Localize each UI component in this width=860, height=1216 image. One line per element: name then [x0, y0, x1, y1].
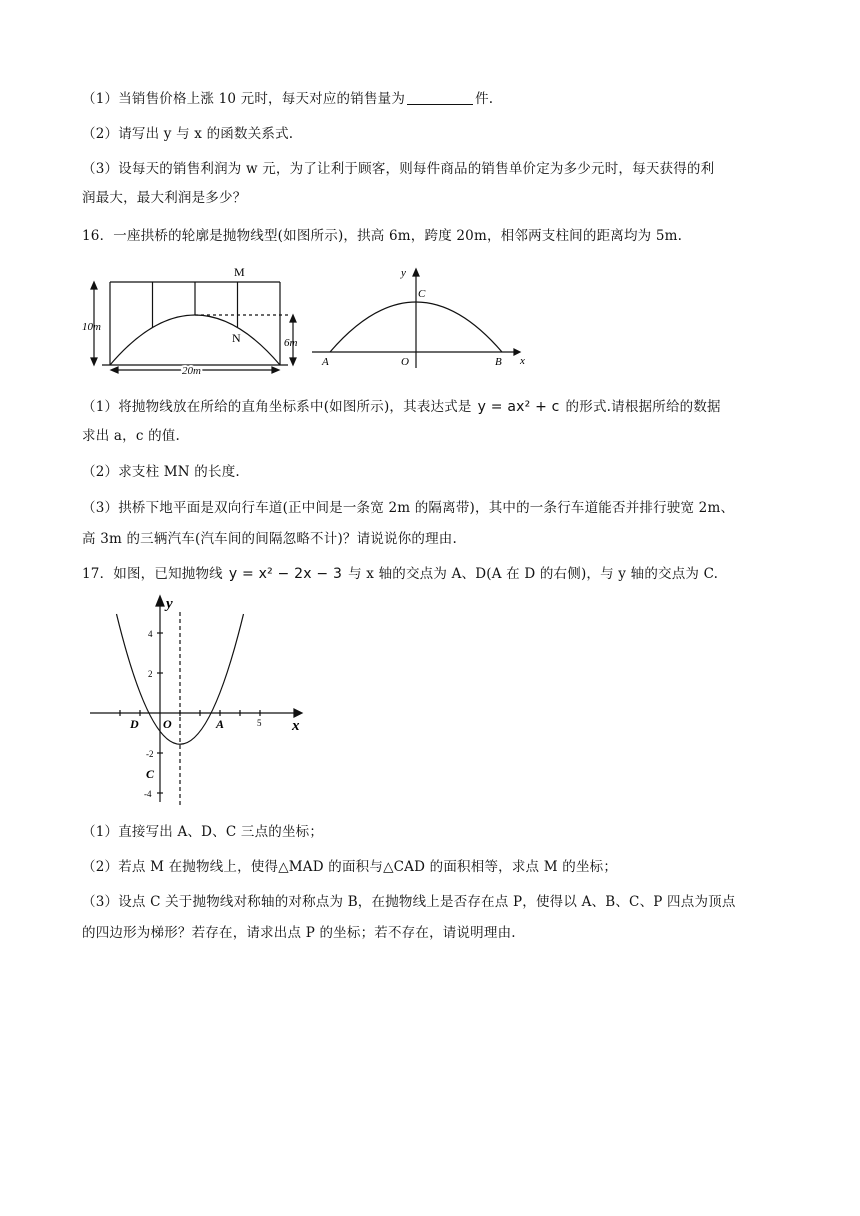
label-A: A	[322, 356, 329, 368]
q16-part1-text: （1）将抛物线放在所给的直角坐标系中(如图所示)，其表达式是	[82, 399, 472, 415]
tick-4: 4	[148, 629, 153, 639]
q16-stem: 16．一座拱桥的轮廓是抛物线型(如图所示)，拱高 6m，跨度 20m，相邻两支柱间的距离均为 5m.	[82, 228, 683, 244]
label-y-axis: y	[166, 596, 173, 612]
tick-5: 5	[257, 718, 262, 728]
label-O: O	[163, 717, 172, 731]
label-C: C	[418, 288, 426, 300]
q16-part3-line2: 高 3m 的三辆汽车(汽车间的间隔忽略不计)？请说说你的理由.	[82, 531, 457, 547]
q17-part2: （2）若点 M 在抛物线上，使得△MAD 的面积与△CAD 的面积相等，求点 M 的坐标；	[82, 859, 618, 875]
q15-part1-unit: 件.	[475, 91, 494, 107]
q17-stem	[82, 564, 718, 584]
label-B: B	[495, 356, 502, 368]
label-x-axis: x	[292, 718, 300, 734]
q17-part3-line1: （3）设点 C 关于抛物线对称轴的对称点为 B，在抛物线上是否存在点 P，使得以 A、B、C、P 四点为顶点	[82, 894, 736, 910]
q15-part3-line2: 润最大，最大利润是多少？	[82, 190, 247, 206]
q16-part3-line1: （3）拱桥下地平面是双向行车道(正中间是一条宽 2m 的隔离带)，其中的一条行车道能否并排行驶宽 2m、	[82, 500, 735, 516]
q15-part1	[82, 89, 493, 109]
bridge-figure	[82, 262, 322, 382]
q17-part1: （1）直接写出 A、D、C 三点的坐标；	[82, 824, 324, 840]
q16-part1-line1	[82, 397, 721, 417]
q15-part1-text: （1）当销售价格上涨 10 元时，每天对应的销售量为	[82, 91, 406, 107]
answer-blank[interactable]	[407, 90, 473, 105]
q17-stem-text: 17．如图，已知抛物线	[82, 566, 223, 582]
label-C: C	[146, 767, 155, 781]
tick-neg4: -4	[144, 789, 152, 799]
parabola-graph	[86, 592, 316, 808]
label-x-axis: x	[520, 355, 525, 367]
q16-part1-line2: 求出 a，c 的值.	[82, 428, 180, 444]
label-D: D	[130, 717, 139, 731]
label-N: N	[232, 331, 241, 345]
label-20m: 20m	[182, 365, 201, 377]
label-O: O	[401, 356, 409, 368]
q17-formula: y = x² − 2x − 3	[228, 566, 343, 582]
q16-part1-text-end: 的形式.请根据所给的数据	[565, 399, 721, 415]
label-M: M	[234, 265, 245, 279]
arch-coordinate-figure	[310, 264, 540, 370]
label-10m: 10m	[82, 321, 101, 333]
q17-stem-text-end: 与 x 轴的交点为 A、D(A 在 D 的右侧)，与 y 轴的交点为 C.	[348, 566, 719, 582]
q16-part2: （2）求支柱 MN 的长度.	[82, 464, 240, 480]
q17-part3-line2: 的四边形为梯形？若存在，请求出点 P 的坐标；若不存在，请说明理由.	[82, 925, 516, 941]
q16-formula: y = ax² + c	[477, 399, 560, 415]
tick-2: 2	[148, 669, 153, 679]
label-6m: 6m	[284, 337, 298, 349]
tick-neg2: -2	[146, 749, 154, 759]
q15-part2: （2）请写出 y 与 x 的函数关系式.	[82, 126, 294, 142]
label-y-axis: y	[401, 267, 406, 279]
label-A: A	[216, 717, 225, 731]
q15-part3-line1: （3）设每天的销售利润为 w 元，为了让利于顾客，则每件商品的销售单价定为多少元时，每天获得的利	[82, 161, 715, 177]
